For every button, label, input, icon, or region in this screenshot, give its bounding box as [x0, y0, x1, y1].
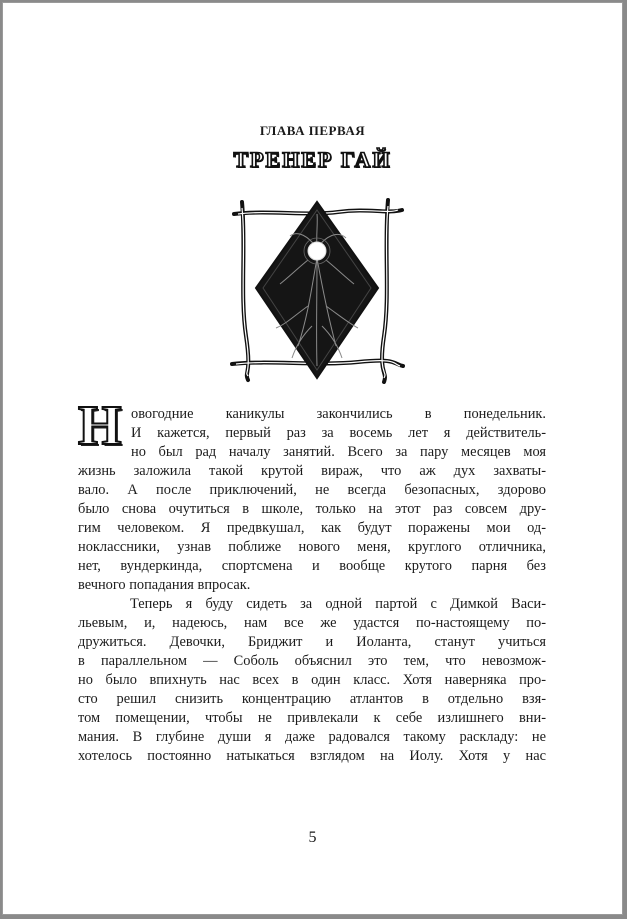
drop-cap: Н [78, 395, 122, 457]
text-line: овогодние каникулы закончились в понедельник. [131, 406, 546, 422]
page-number: 5 [308, 829, 317, 846]
chapter-label: ГЛАВА ПЕРВАЯ [259, 123, 366, 138]
text-line: сто решил снизить концентрацию атлантов в отдельно взя- [78, 691, 546, 707]
text-line: в параллельном — Соболь объяснил это тем, что невозмож- [78, 653, 546, 669]
text-line: льевым, и, надеюсь, нам все же удастся по-настоящему по- [78, 615, 546, 631]
text-line: но был рад началу занятий. Всего за пару месяцев моя [131, 444, 546, 460]
text-line: мания. В глубине души я даже радовался такому раскладу: не [78, 729, 546, 745]
text-line: было снова очутиться в школе, только на этот раз совсем дру- [78, 501, 546, 517]
text-line: дружиться. Девочки, Бриджит и Иоланта, станут учиться [78, 634, 546, 650]
text-line: жизнь заложила такой крутой вираж, что аж дух захваты- [78, 463, 546, 479]
chapter-text [78, 395, 546, 766]
paragraph-1 [78, 395, 546, 595]
text-line: гим человеком. Я предвкушал, как будут поражены мои од- [78, 520, 546, 536]
text-line: нет, вундеркинда, спортсмена и вообще крутого парня без [78, 558, 546, 574]
text-line: И кажется, первый раз за восемь лет я действитель- [131, 425, 546, 441]
text-line: но было впихнуть нас всех в один класс. Хотя наверняка про- [78, 672, 546, 688]
text-line: вало. А после приключений, не всегда безопасных, здорово [78, 482, 546, 498]
diamond-sun-tree-emblem-icon [228, 196, 406, 384]
text-line: Теперь я буду сидеть за одной партой с Димкой Васи- [130, 596, 546, 612]
text-line: хотелось постоянно натыкаться взглядом на Иолу. Хотя у нас [78, 748, 546, 764]
text-line: вечного попадания впросак. [78, 577, 251, 593]
text-line: том помещении, чтобы не привлекали к себе излишнего вни- [78, 710, 546, 726]
book-page [2, 2, 623, 915]
chapter-title: ТРЕНЕР ГАЙ [233, 147, 392, 172]
text-line: ноклассники, узнав поближе нового меня, круглого отличника, [78, 539, 546, 555]
paragraph-2 [78, 595, 546, 766]
